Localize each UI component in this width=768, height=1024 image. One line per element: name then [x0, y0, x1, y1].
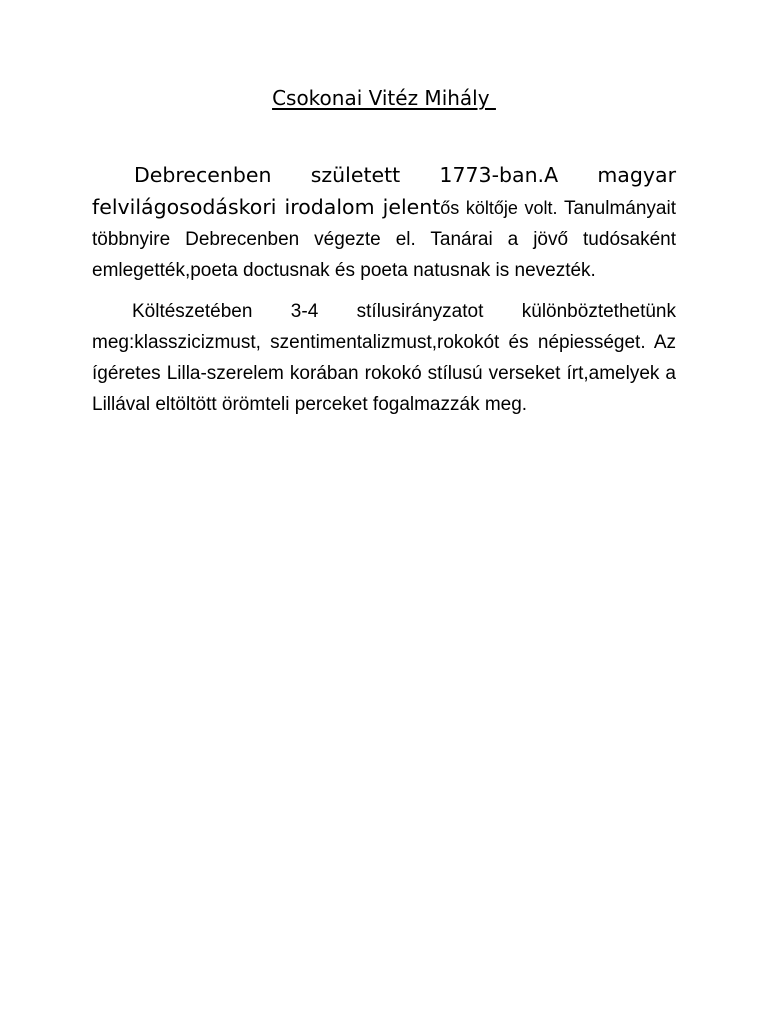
document-title: [0, 84, 768, 112]
paragraph-run-poet: ős költője volt.: [440, 198, 558, 218]
paragraph-run-studies: Tanulmányait többnyire Debrecenben végezte el. Tanárai a jövő tudósaként emlegették,poeta doctusnak és poeta natusnak is nevezték.: [92, 198, 676, 281]
paragraph-run-intro: Debrecenben született 1773-ban.A magyar felvilágosodáskori irodalom jelent: [92, 163, 676, 219]
document-body: [92, 160, 676, 430]
paragraph-biography: [92, 160, 676, 286]
paragraph-poetry: Költészetében 3-4 stílusirányzatot különböztethetünk meg:klasszicizmust, szentimentalizmust,rokokót és népiességet. Az ígéretes Lilla-szerelem korában rokokó stílusú verseket írt,amelyek a Lillával eltöltött örömteli perceket fogalmazzák meg.: [92, 301, 676, 415]
title-text: Csokonai Vitéz Mihály: [272, 86, 496, 110]
